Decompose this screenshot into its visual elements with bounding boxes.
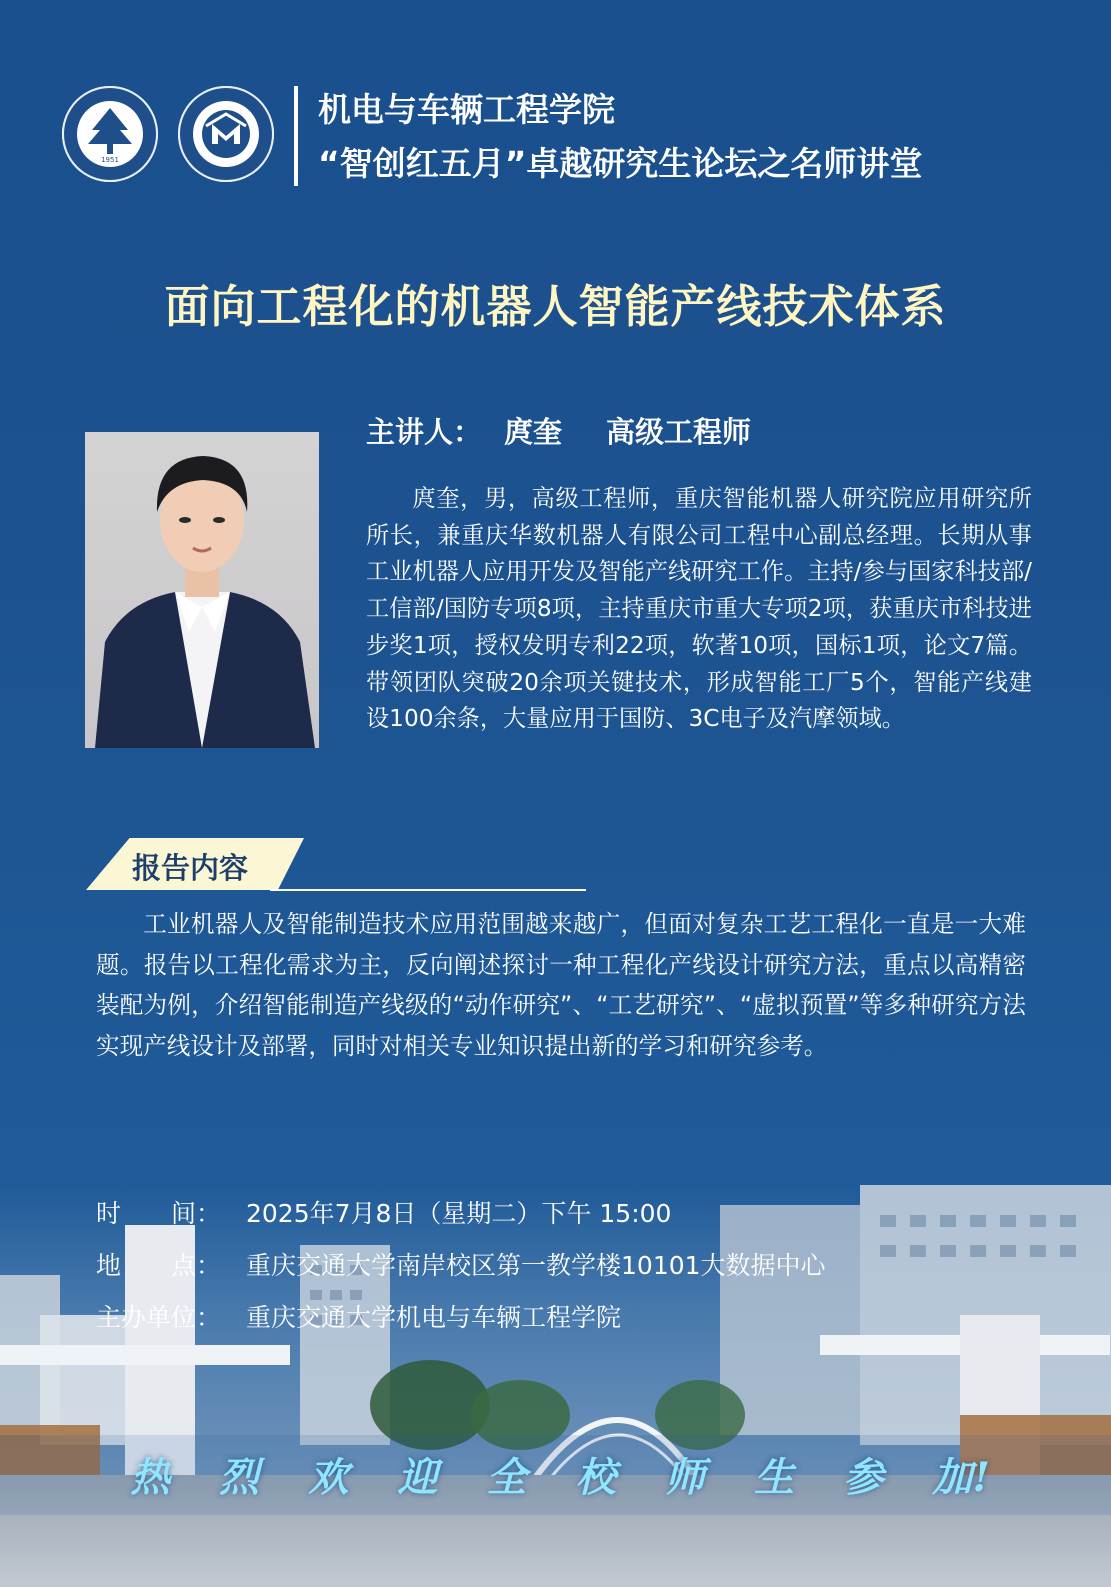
speaker-label: 主讲人： [366,415,483,449]
speaker-photo [85,432,319,748]
speaker-title: 高级工程师 [606,415,752,449]
host-label: 主办单位： [96,1303,222,1332]
time-label: 时 间： [96,1199,222,1228]
welcome-banner [130,1446,990,1503]
place-row [96,1246,826,1282]
speaker-name: 庹奎 [504,415,563,449]
welcome-char: 迎 [397,1454,438,1501]
time-row [96,1194,671,1230]
place-value: 重庆交通大学南岸校区第一教学楼10101大数据中心 [246,1251,826,1280]
welcome-char: 热 [130,1454,170,1501]
welcome-char: 烈 [219,1454,260,1501]
welcome-char: 师 [664,1454,705,1501]
svg-text:1951: 1951 [101,156,119,164]
lecture-title: 面向工程化的机器人智能产线技术体系 [164,280,947,333]
welcome-char: 全 [486,1454,527,1501]
welcome-char: 校 [575,1454,616,1501]
host-row [96,1298,621,1334]
time-value: 2025年7月8日（星期二）下午 15:00 [246,1199,672,1228]
college-name: 机电与车辆工程学院 [318,90,615,129]
welcome-char: 欢 [308,1454,349,1501]
report-heading: 报告内容 [132,851,249,885]
report-content: 工业机器人及智能制造技术应用范围越来越广，但面对复杂工艺工程化一直是一大难题。报告以工程化需求为主，反向阐述探讨一种工程化产线设计研究方法，重点以高精密装配为例，介绍智能制造产线级的“动作研究”、“工艺研究”、“虚拟预置”等多种研究方法实现产线设计及部署，同时对相关专业知识提出新的学习和研究参考。 [96,910,1026,1060]
speaker-line [366,410,751,451]
report-section-tag [86,838,304,890]
welcome-char: 生 [754,1454,795,1501]
welcome-char: 加! [932,1454,990,1501]
place-label: 地 点： [96,1251,222,1280]
speaker-bio: 庹奎，男，高级工程师，重庆智能机器人研究院应用研究所所长，兼重庆华数机器人有限公司工程中心副总经理。长期从事工业机器人应用开发及智能产线研究工作。主持/参与国家科技部/工信部/国防专项8项，主持重庆市重大专项2项，获重庆市科技进步奖1项，授权发明专利22项，软著10项，国标1项，论文7篇。带领团队突破20余项关键技术，形成智能工厂5个，智能产线建设100余条，大量应用于国防、3C电子及汽摩领域。 [366,485,1032,733]
university-logo [62,86,158,182]
college-logo [178,86,274,182]
section-underline [270,889,586,891]
host-value: 重庆交通大学机电与车辆工程学院 [246,1303,622,1332]
forum-name: “智创红五月”卓越研究生论坛之名师讲堂 [318,144,923,183]
welcome-char: 参 [843,1454,884,1501]
header-divider [294,86,298,186]
